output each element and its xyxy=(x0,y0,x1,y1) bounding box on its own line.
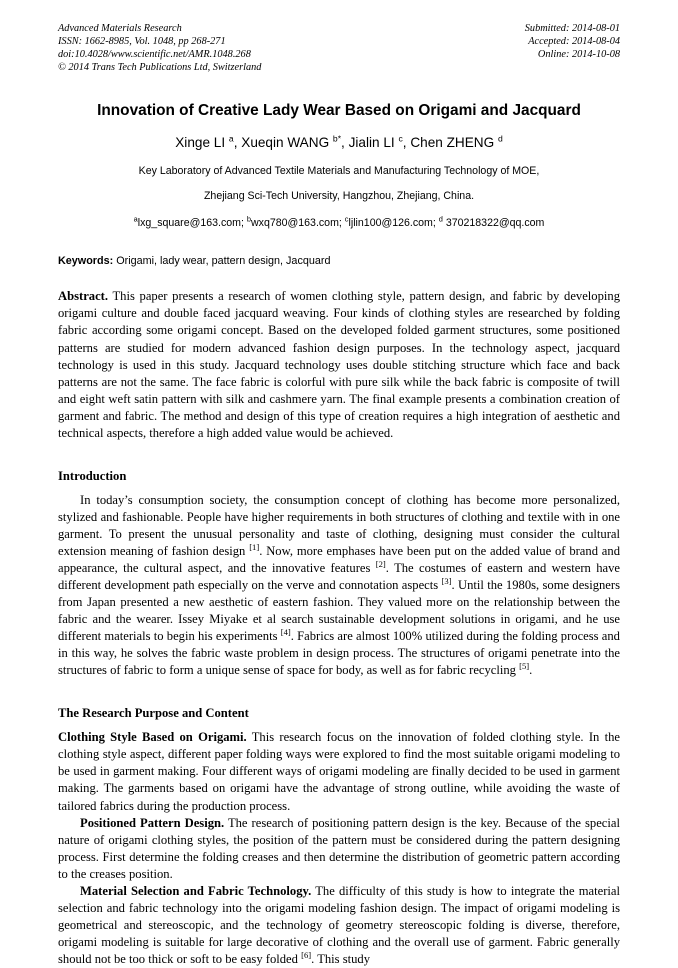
author-emails xyxy=(58,216,620,230)
section-heading: Introduction xyxy=(58,468,127,483)
paragraph-text: In today’s consumption society, the consumption concept of clothing has become more personalized, stylized and fashionable. People have higher requirements in both structures of clothing and textile with in one garment. To present the unusual personality and taste of clothing, designing must consider the cultural extension meaning of fashion design xyxy=(58,492,620,558)
email-address: 370218322@qq.com xyxy=(442,217,545,230)
body-sections xyxy=(58,468,620,968)
author-name: Jialin LI xyxy=(348,135,399,151)
keywords-value: Origami, lady wear, pattern design, Jacquard xyxy=(113,255,331,268)
run-in-heading: Material Selection and Fabric Technology. xyxy=(80,883,312,898)
paragraph-text: This research focus on the innovation of folded clothing style. In the clothing style aspect, different paper folding ways were explored to find the most suitable origami modeling to be used in garment making. Four different ways of origami modeling are finally decided to be used in garment making. The garments based on origami have the advantage of strong outline, while avoiding the waste of tailored fabrics during the production process. xyxy=(58,730,620,813)
run-in-heading: Clothing Style Based on Origami. xyxy=(58,730,247,745)
journal-name: Advanced Materials Research xyxy=(58,23,182,34)
paragraph-text: The difficulty of this study is how to integrate the material selection and fabric technology into the origami modeling fashion design. The impact of origami modeling is geometrical and stereoscopic, and the technology of geometry stereoscopic folding is diverse, therefore, origami modeling is suitable for large decorative of clothing and the overall use of garment. Fabric generally should not be too thick or soft to be easy folded xyxy=(58,883,620,966)
paragraph-text: . Fabrics are almost 100% utilized during the folding process and in this way, he solves the fabric waste problem in design process. The structures of origami penetrate into the structures of fabric to form a unique sense of space for body, as well as for fabric recycling xyxy=(58,629,620,678)
citation-reference: [6] xyxy=(301,949,312,960)
journal-header-left xyxy=(58,22,261,74)
abstract-label: Abstract. xyxy=(58,289,109,304)
paragraph-text: . The costumes of eastern and western have different development path especially on the verve and connotation aspects xyxy=(58,560,620,593)
paragraph-text: . This study xyxy=(311,951,371,966)
email-separator: ; xyxy=(432,217,439,230)
citation-reference: [5] xyxy=(519,661,530,672)
author-separator: , xyxy=(402,135,411,151)
email-affiliation-marker: b xyxy=(246,214,251,224)
keywords-label: Keywords: xyxy=(58,255,114,268)
body-paragraph xyxy=(58,729,620,814)
journal-doi: doi:10.4028/www.scientific.net/AMR.1048.268 xyxy=(58,49,251,61)
author-separator: , xyxy=(233,135,242,151)
page-content xyxy=(58,22,620,968)
author-affiliation-marker: d xyxy=(497,133,503,144)
citation-reference: [1] xyxy=(249,541,260,552)
paragraph-text: . xyxy=(529,663,533,678)
citation-reference: [2] xyxy=(375,558,386,569)
email-address: ljlin100@126.com xyxy=(348,217,433,230)
abstract-body: This paper presents a research of women clothing style, pattern design, and fabric by developing origami culture and double faced jacquard weaving. Four kinds of clothing styles are researched by folding fabric according some origami concept. Based on the developed folded garment structures, some positioned patterns are studied for modern advanced fashion design purposes. In the technology aspect, jacquard technology is used in this study. Jacquard technology uses double stitching structure which face and back patterns are not the same. The face fabric is colorful with pure silk while the back fabric is composite of twill and eight weft satin pattern with silk and cashmere yarn. The final example presents a combination creation of garment and fabric. The method and design of this type of creation requires a high integration of aesthetic and technical aspects, therefore a high added value would be achieved. xyxy=(58,289,620,440)
email-affiliation-marker: c xyxy=(344,214,349,224)
author-affiliation-marker: b* xyxy=(332,133,342,144)
author-separator: , xyxy=(341,135,349,151)
email-separator: ; xyxy=(240,217,247,230)
paragraph-text: . Now, more emphases have been put on the added value of brand and appearance, the cultural aspect, and the innovative features xyxy=(58,543,620,575)
keywords-line xyxy=(58,254,620,268)
citation-reference: [3] xyxy=(441,575,452,586)
author-name: Xueqin WANG xyxy=(241,135,333,151)
author-affiliation-marker: c xyxy=(398,133,403,144)
journal-copyright: © 2014 Trans Tech Publications Ltd, Switzerland xyxy=(58,62,262,74)
author-name: Xinge LI xyxy=(175,135,229,151)
abstract-paragraph xyxy=(58,288,620,441)
affiliation-line-2: Zhejiang Sci-Tech University, Hangzhou, Zhejiang, China. xyxy=(203,190,475,203)
journal-issn-volume: ISSN: 1662-8985, Vol. 1048, pp 268-271 xyxy=(58,36,226,48)
author-affiliation-marker: a xyxy=(228,133,234,144)
citation-reference: [4] xyxy=(280,626,291,637)
affiliation-line-1: Key Laboratory of Advanced Textile Materials and Manufacturing Technology of MOE, xyxy=(138,165,540,178)
journal-header xyxy=(58,22,620,74)
page-title: Innovation of Creative Lady Wear Based on Origami and Jacquard xyxy=(97,102,581,120)
body-paragraph xyxy=(58,883,620,968)
paragraph-text: . Until the 1980s, some designers from Japan presented a new aesthetic of eastern fashion. They valued more on the relationship between the fabric and the wearer. Issey Miyake et al search sustainable development solutions in origami, and he use different materials to begin his experiments xyxy=(58,578,620,644)
date-submitted: Submitted: 2014-08-01 xyxy=(524,23,620,34)
section-heading: The Research Purpose and Content xyxy=(58,706,249,721)
date-online: Online: 2014-10-08 xyxy=(537,49,620,61)
date-accepted: Accepted: 2014-08-04 xyxy=(528,36,620,48)
body-paragraph xyxy=(58,815,620,883)
email-affiliation-marker: a xyxy=(133,214,138,224)
email-affiliation-marker: d xyxy=(438,214,443,224)
author-name: Chen ZHENG xyxy=(410,135,498,151)
journal-header-right xyxy=(525,22,620,61)
paragraph-text: The research of positioning pattern design is the key. Because of the special nature of origami clothing styles, the position of the pattern must be considered during the pattern designing process. First determine the folding creases and then determine the distribution of geometric pattern according to the creases position. xyxy=(58,815,620,881)
email-separator: ; xyxy=(338,217,345,230)
email-address: lxg_square@163.com xyxy=(137,217,241,230)
run-in-heading: Positioned Pattern Design. xyxy=(80,815,225,830)
author-list xyxy=(58,134,620,151)
email-address: wxq780@163.com xyxy=(251,217,339,230)
body-paragraph xyxy=(58,492,620,680)
